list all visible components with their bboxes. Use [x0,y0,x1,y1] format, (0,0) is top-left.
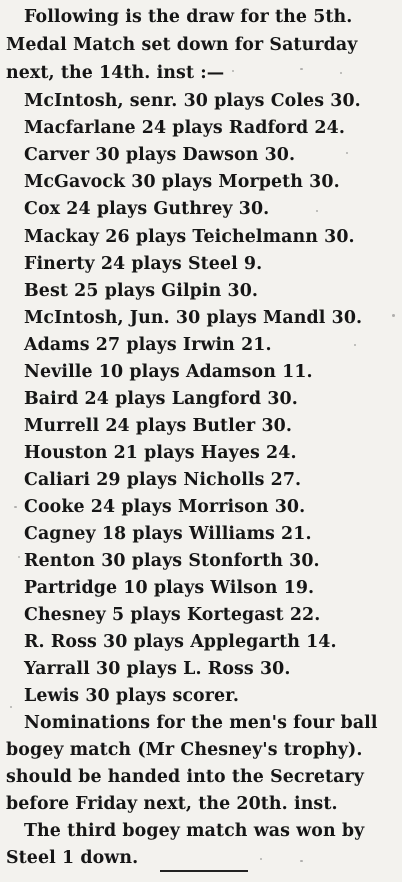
result-line-2: Steel 1 down. [6,848,139,868]
draw-item: Lewis 30 plays scorer. [24,686,239,706]
intro-line-1: Following is the draw for the 5th. [24,7,353,27]
draw-item: Murrell 24 plays Butler 30. [24,416,293,436]
nominations-line-4: before Friday next, the 20th. inst. [6,794,338,814]
draw-item: Baird 24 plays Langford 30. [24,389,298,409]
print-speck [232,70,234,72]
draw-item: R. Ross 30 plays Applegarth 14. [24,632,337,652]
draw-item: Caliari 29 plays Nicholls 27. [24,470,302,490]
draw-item: Chesney 5 plays Kortegast 22. [24,605,321,625]
draw-item: Renton 30 plays Stonforth 30. [24,551,320,571]
print-speck [300,68,303,70]
draw-item: McIntosh, senr. 30 plays Coles 30. [24,91,361,111]
draw-item: Cox 24 plays Guthrey 30. [24,199,270,219]
draw-item: Macfarlane 24 plays Radford 24. [24,118,345,138]
print-speck [260,858,262,860]
draw-item: Houston 21 plays Hayes 24. [24,443,297,463]
print-speck [316,210,318,212]
draw-item: Partridge 10 plays Wilson 19. [24,578,315,598]
print-speck [392,314,395,317]
draw-item: Neville 10 plays Adamson 11. [24,362,313,382]
print-speck [354,344,356,346]
draw-item: Carver 30 plays Dawson 30. [24,145,296,165]
draw-item: Yarrall 30 plays L. Ross 30. [24,659,291,679]
closing-rule [160,870,248,872]
draw-item: Cooke 24 plays Morrison 30. [24,497,306,517]
draw-item: Finerty 24 plays Steel 9. [24,254,263,274]
draw-item: Adams 27 plays Irwin 21. [24,335,272,355]
print-speck [14,506,17,508]
draw-item: Best 25 plays Gilpin 30. [24,281,259,301]
intro-line-2: Medal Match set down for Saturday [6,35,358,55]
draw-item: McIntosh, Jun. 30 plays Mandl 30. [24,308,363,328]
nominations-line-2: bogey match (Mr Chesney's trophy). [6,740,363,760]
print-speck [346,152,348,154]
print-speck [10,706,12,708]
print-speck [340,72,342,74]
draw-item: McGavock 30 plays Morpeth 30. [24,172,340,192]
print-speck [300,860,303,862]
intro-line-3: next, the 14th. inst :— [6,63,225,83]
nominations-line-1: Nominations for the men's four ball [24,713,378,733]
draw-item: Cagney 18 plays Williams 21. [24,524,312,544]
nominations-line-3: should be handed into the Secretary [6,767,365,787]
result-line-1: The third bogey match was won by [24,821,365,841]
print-speck [18,556,20,558]
draw-item: Mackay 26 plays Teichelmann 30. [24,227,355,247]
